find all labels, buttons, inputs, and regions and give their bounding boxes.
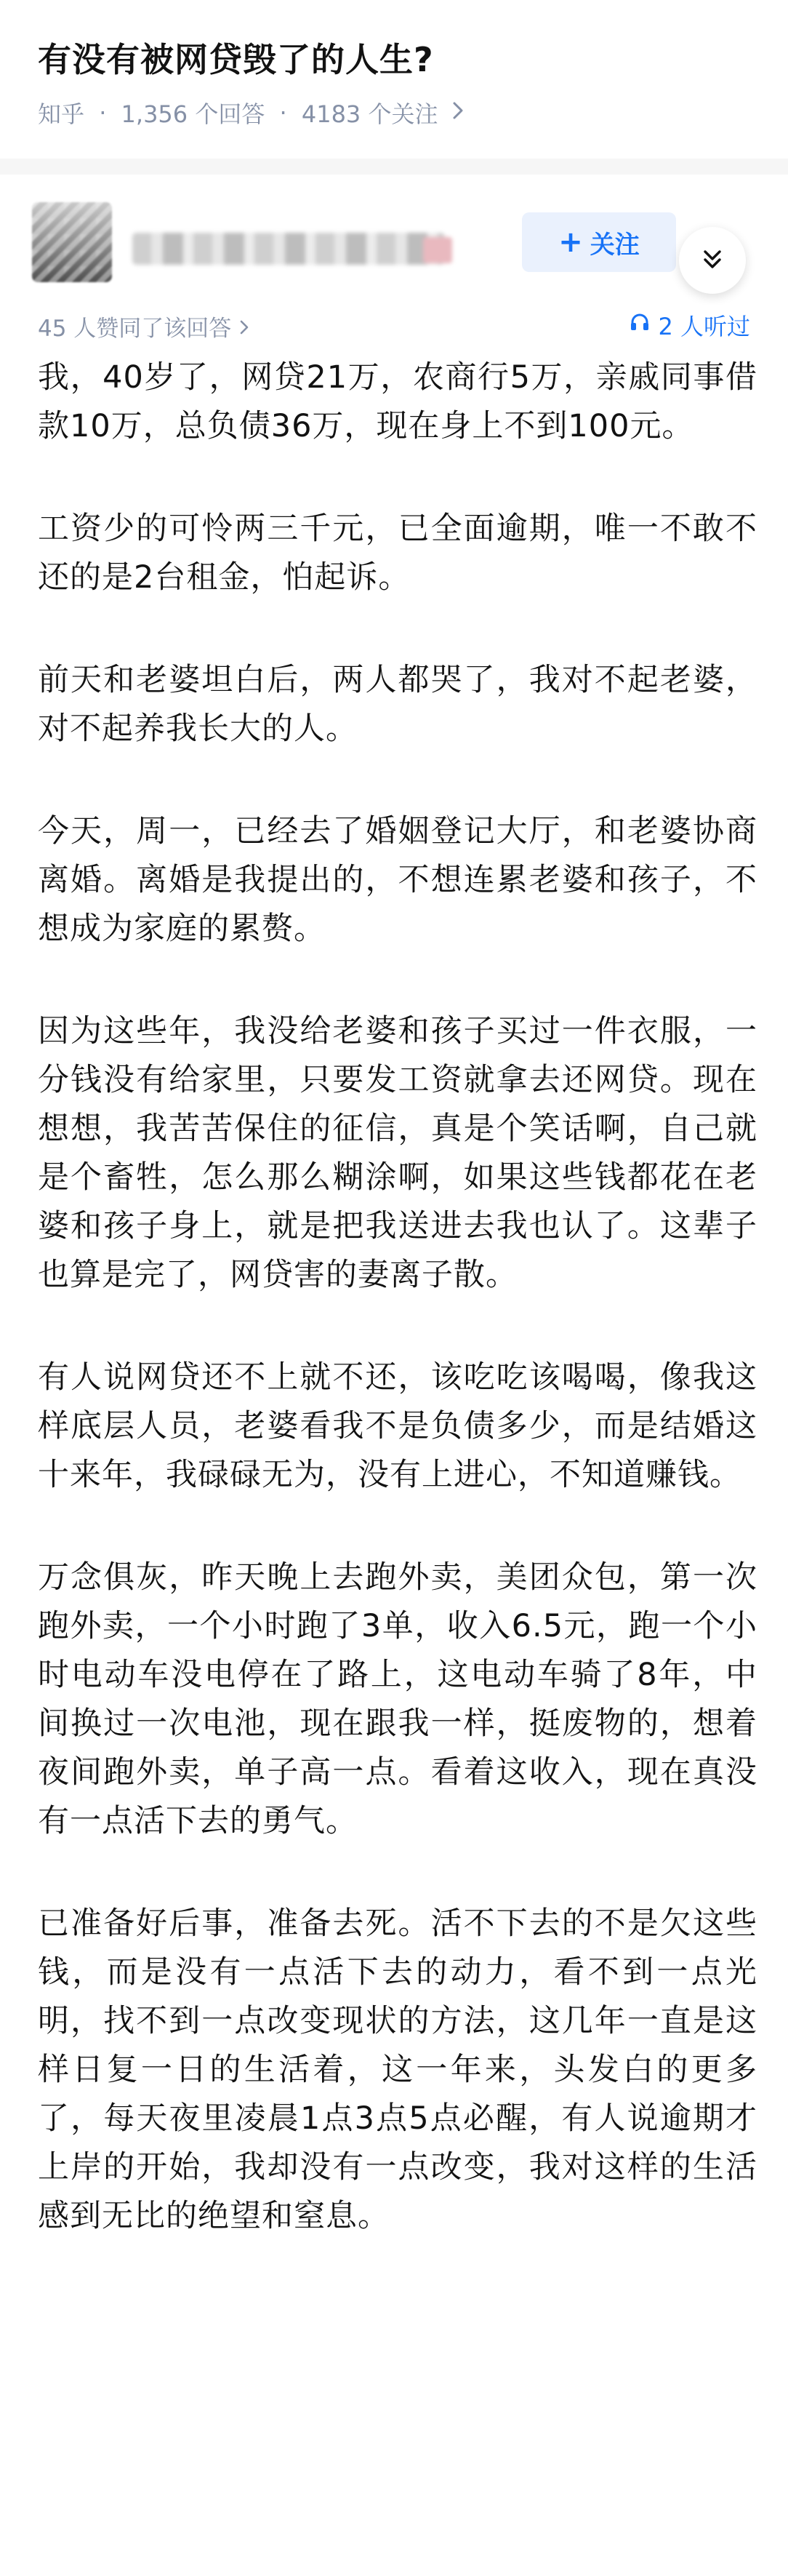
meta-separator: · [279,99,287,127]
answer-paragraph: 已准备好后事，准备去死。活不下去的不是欠这些钱，而是没有一点活下去的动力，看不到一点光明，找不到一点改变现状的方法，这几年一直是这样日复一日的生活着，这一年来，头发白的更多了，每天夜里凌晨1点3点5点必醒，有人说逾期才上岸的开始，我却没有一点改变，我对这样的生活感到无比的绝望和窒息。 [38,1905,757,2234]
author-row [0,175,788,304]
question-header[interactable] [0,0,788,159]
meta-separator: · [99,99,107,127]
section-divider [0,159,788,175]
likes-link[interactable] [38,310,250,343]
answer-meta [0,304,788,348]
answer-content [38,353,757,2295]
listen-button[interactable] [629,308,750,342]
answer-paragraph: 前天和老婆坦白后，两人都哭了，我对不起老婆，对不起养我长大的人。 [38,662,757,747]
plus-icon: + [558,225,583,259]
chevron-double-down-icon [698,244,727,276]
likes-count: 45 人赞同了该回答 [38,316,232,342]
chevron-right-icon [238,316,250,342]
follow-button[interactable] [522,212,676,272]
collapse-button[interactable] [679,227,746,294]
question-source: 知乎 [38,100,85,128]
follower-count: 4183 个关注 [301,100,438,128]
answer-paragraph: 因为这些年，我没给老婆和孩子买过一件衣服，一分钱没有给家里，只要发工资就拿去还网贷。现在想想，我苦苦保住的征信，真是个笑话啊，自己就是个畜牲，怎么那么糊涂啊，如果这些钱都花在老婆和孩子身上，就是把我送进去我也认了。这辈子也算是完了，网贷害的妻离子散。 [38,1013,757,1293]
chevron-right-icon [451,99,465,127]
question-title[interactable]: 有没有被网贷毁了的人生? [38,40,434,79]
answer-paragraph: 今天，周一，已经去了婚姻登记大厅，和老婆协商离婚。离婚是我提出的，不想连累老婆和孩子，不想成为家庭的累赘。 [38,813,757,947]
answer-paragraph: 我，40岁了，网贷21万，农商行5万，亲戚同事借款10万，总负债36万，现在身上不到100元。 [38,359,757,444]
answer-count: 1,356 个回答 [121,100,265,128]
answer-paragraph: 万念俱灰，昨天晚上去跑外卖，美团众包，第一次跑外卖，一个小时跑了3单，收入6.5元，跑一个小时电动车没电停在了路上，这电动车骑了8年，中间换过一次电池，现在跟我一样，挺废物的，想着夜间跑外卖，单子高一点。看着这收入，现在真没有一点活下去的勇气。 [38,1559,757,1839]
listened-count: 2 人听过 [658,313,750,340]
headphones-icon [629,311,651,339]
answer-paragraph: 有人说网贷还不上就不还，该吃吃该喝喝，像我这样底层人员，老婆看我不是负债多少，而是结婚这十来年，我碌碌无为，没有上进心，不知道赚钱。 [38,1359,757,1493]
answer-paragraph: 工资少的可怜两三千元，已全面逾期，唯一不敢不还的是2台租金，怕起诉。 [38,511,757,596]
question-meta[interactable] [38,96,465,129]
avatar[interactable] [32,202,112,282]
follow-label: 关注 [590,230,640,260]
author-name-redacted[interactable] [132,233,445,265]
